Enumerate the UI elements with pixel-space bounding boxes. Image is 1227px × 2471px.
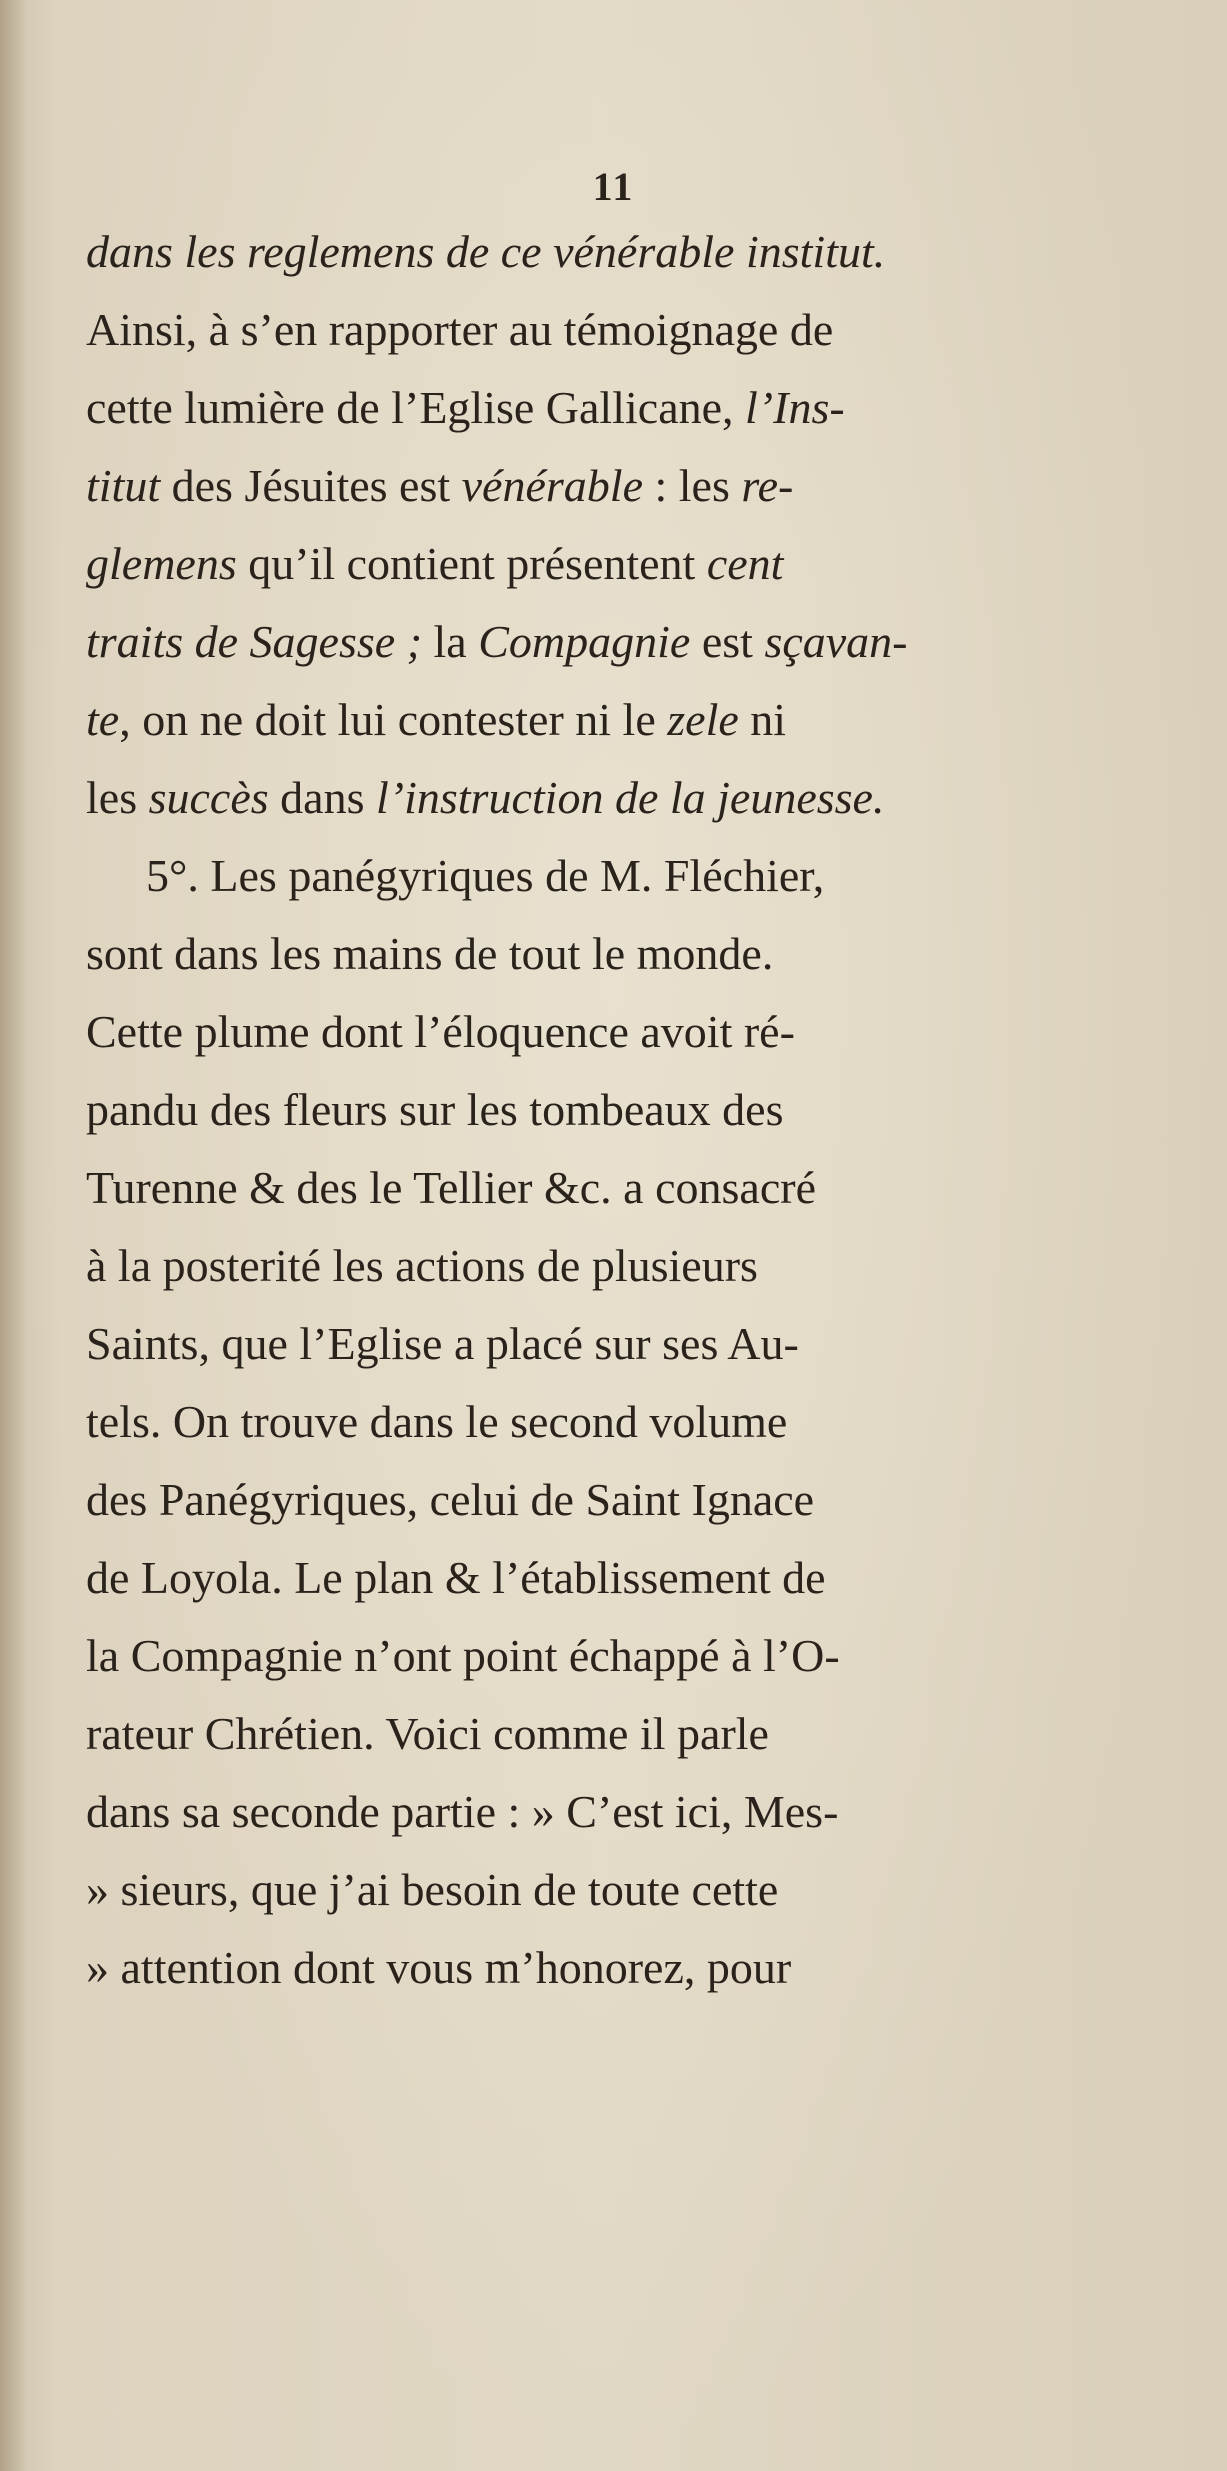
roman-run: sont dans les mains de tout le monde. xyxy=(86,928,774,979)
text-line xyxy=(86,447,1086,525)
roman-run: dans xyxy=(268,772,376,823)
italic-run: l’Ins- xyxy=(745,382,845,433)
roman-run: ni xyxy=(738,694,787,745)
roman-run: des Panégyriques, celui de Saint Ignace xyxy=(86,1474,815,1525)
roman-run: les xyxy=(86,772,149,823)
roman-run: la xyxy=(422,616,479,667)
roman-run: 5°. Les panégyriques de M. Fléchier, xyxy=(146,850,825,901)
body-text xyxy=(86,213,1086,2007)
italic-run: re- xyxy=(741,460,794,511)
text-line xyxy=(86,213,1086,291)
text-line xyxy=(86,1695,1086,1773)
roman-run: » attention dont vous m’honorez, pour xyxy=(86,1942,792,1993)
roman-run: dans sa seconde partie : » C’est ici, Mes- xyxy=(86,1786,839,1837)
text-line xyxy=(86,1071,1086,1149)
italic-run: dans les reglemens de ce vénérable institut. xyxy=(86,226,886,277)
italic-run: sçavan- xyxy=(764,616,908,667)
roman-run: est xyxy=(690,616,765,667)
text-line xyxy=(86,1929,1086,2007)
roman-run: tels. On trouve dans le second volume xyxy=(86,1396,788,1447)
italic-run: Compagnie xyxy=(478,616,691,667)
roman-run: Saints, que l’Eglise a placé sur ses Au- xyxy=(86,1318,799,1369)
italic-run: succès xyxy=(148,772,269,823)
roman-run: à la posterité les actions de plusieurs xyxy=(86,1240,758,1291)
italic-run: traits de Sagesse ; xyxy=(86,616,423,667)
roman-run: cette lumière de l’Eglise Gallicane, xyxy=(86,382,746,433)
italic-run: cent xyxy=(706,538,784,589)
text-line xyxy=(86,1461,1086,1539)
text-line xyxy=(86,1539,1086,1617)
page-number: 11 xyxy=(592,164,635,209)
italic-run: zele xyxy=(667,694,739,745)
roman-run: , on ne doit lui contester ni le xyxy=(119,694,668,745)
roman-run: de Loyola. Le plan & l’établissement de xyxy=(86,1552,826,1603)
text-line xyxy=(86,1149,1086,1227)
text-line xyxy=(86,1227,1086,1305)
text-line xyxy=(86,759,1086,837)
italic-run: titut xyxy=(86,460,161,511)
italic-run: l’instruction de la jeunesse. xyxy=(376,772,885,823)
text-line xyxy=(86,603,1086,681)
text-line xyxy=(86,525,1086,603)
text-line xyxy=(86,1305,1086,1383)
binding-shadow xyxy=(0,0,28,2471)
text-line xyxy=(86,1773,1086,1851)
roman-run: Ainsi, à s’en rapporter au témoignage de xyxy=(86,304,834,355)
text-line xyxy=(86,1851,1086,1929)
text-line xyxy=(86,1617,1086,1695)
text-line xyxy=(86,915,1086,993)
roman-run: » sieurs, que j’ai besoin de toute cette xyxy=(86,1864,779,1915)
roman-run: pandu des fleurs sur les tombeaux des xyxy=(86,1084,784,1135)
roman-run: la Compagnie n’ont point échappé à l’O- xyxy=(86,1630,840,1681)
roman-run: : les xyxy=(643,460,742,511)
italic-run: te xyxy=(86,694,120,745)
italic-run: vénérable xyxy=(461,460,643,511)
italic-run: glemens xyxy=(86,538,237,589)
text-line xyxy=(86,369,1086,447)
roman-run: rateur Chrétien. Voici comme il parle xyxy=(86,1708,769,1759)
text-line xyxy=(86,291,1086,369)
roman-run: qu’il contient présentent xyxy=(236,538,707,589)
text-line xyxy=(86,1383,1086,1461)
text-line xyxy=(86,837,1086,915)
roman-run: Turenne & des le Tellier &c. a consacré xyxy=(86,1162,816,1213)
roman-run: des Jésuites est xyxy=(160,460,462,511)
text-line xyxy=(86,993,1086,1071)
text-line xyxy=(86,681,1086,759)
roman-run: Cette plume dont l’éloquence avoit ré- xyxy=(86,1006,795,1057)
